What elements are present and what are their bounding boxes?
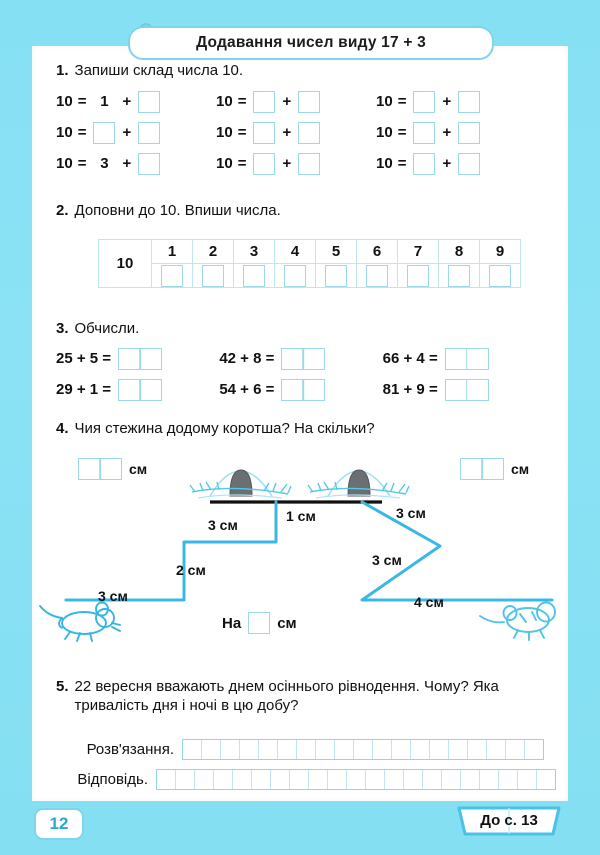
table-header-cell: 7 [398, 240, 439, 264]
calc-row [56, 374, 546, 405]
table-header-cell: 6 [357, 240, 398, 264]
grid-cell[interactable] [525, 740, 543, 759]
difference-group [222, 612, 297, 634]
plus-sign: + [442, 124, 452, 141]
answer-label: Відповідь. [77, 771, 148, 788]
grid-cell[interactable] [385, 770, 404, 789]
table-lead-cell: 10 [99, 240, 152, 288]
table-answer-cell[interactable] [193, 264, 234, 288]
grid-cell[interactable] [506, 740, 525, 759]
grid-cell[interactable] [423, 770, 442, 789]
task-1-equations [56, 86, 536, 179]
table-header-cell: 9 [480, 240, 521, 264]
equation-item [216, 122, 376, 144]
task-2-heading [56, 202, 281, 221]
task-4-text: Чия стежина додому коротша? На скільки? [74, 420, 375, 437]
grid-cell[interactable] [328, 770, 347, 789]
equation-left: 10 [216, 124, 233, 141]
page-number-badge [34, 808, 84, 840]
grid-cell[interactable] [309, 770, 328, 789]
task-1-heading [56, 62, 243, 81]
grid-cell[interactable] [518, 770, 537, 789]
right-total-unit: см [511, 461, 530, 477]
table-answer-cell[interactable] [480, 264, 521, 288]
answer-box-wide[interactable] [445, 379, 489, 401]
equation-item [56, 153, 216, 175]
answer-box[interactable] [366, 265, 388, 287]
task-3-number: 3. [56, 320, 69, 337]
page-title: Додавання чисел виду 17 + 3 [196, 34, 426, 51]
task-1-text: Запиши склад числа 10. [74, 62, 244, 79]
grid-cell[interactable] [468, 740, 487, 759]
answer-box-wide[interactable] [281, 379, 325, 401]
grid-cell[interactable] [449, 740, 468, 759]
answer-box[interactable] [243, 265, 265, 287]
task-5-number: 5. [56, 678, 69, 695]
table-answer-cell[interactable] [357, 264, 398, 288]
equals-sign: = [397, 155, 407, 172]
mouse-right-icon [480, 603, 555, 641]
grid-cell[interactable] [442, 770, 461, 789]
mouse-left-icon [40, 603, 120, 642]
answer-box[interactable] [448, 265, 470, 287]
table-header-cell: 4 [275, 240, 316, 264]
task-4-heading [56, 420, 375, 439]
equals-sign: = [397, 124, 407, 141]
task-4-number: 4. [56, 420, 69, 437]
left-path [66, 502, 276, 600]
solution-row [56, 739, 556, 760]
answer-box[interactable] [298, 122, 320, 144]
calc-row [56, 343, 546, 374]
task-1-number: 1. [56, 62, 69, 79]
equals-sign: = [237, 124, 247, 141]
grid-cell[interactable] [461, 770, 480, 789]
difference-prefix: На [222, 614, 242, 632]
table-row-answers [99, 264, 521, 288]
answer-box[interactable] [458, 153, 480, 175]
plus-sign: + [442, 93, 452, 110]
calc-item [383, 379, 546, 401]
plus-sign: + [122, 155, 132, 172]
grid-cell[interactable] [176, 770, 195, 789]
answer-box[interactable] [161, 265, 183, 287]
plus-sign: + [442, 155, 452, 172]
task-2-table [98, 239, 521, 288]
calc-item [56, 348, 219, 370]
operand-a: 1 [100, 93, 109, 110]
right-path [362, 502, 552, 600]
grid-cell[interactable] [221, 740, 240, 759]
answer-box-wide[interactable] [281, 348, 325, 370]
grid-cell[interactable] [259, 740, 278, 759]
grid-cell[interactable] [392, 740, 411, 759]
answer-box[interactable] [93, 122, 115, 144]
table-answer-cell[interactable] [316, 264, 357, 288]
answer-box[interactable] [407, 265, 429, 287]
table-header-cell: 1 [152, 240, 193, 264]
equation-left: 10 [376, 124, 393, 141]
grid-cell[interactable] [411, 740, 430, 759]
grid-cell[interactable] [537, 770, 555, 789]
task-5-text: 22 вересня вважають днем осіннього рівнодення. Чому? Яка тривалість дня і ночі в цю добу? [74, 678, 499, 714]
grid-cell[interactable] [404, 770, 423, 789]
answer-box[interactable] [253, 91, 275, 113]
table-header-cell: 8 [439, 240, 480, 264]
answer-box[interactable] [413, 91, 435, 113]
path-diagram [32, 448, 568, 663]
calc-expression: 54 + 6 = [219, 381, 275, 398]
calc-item [219, 348, 382, 370]
equals-sign: = [77, 93, 87, 110]
equation-left: 10 [376, 155, 393, 172]
task-2-number: 2. [56, 202, 69, 219]
right-path-label-3cm-lower: 3 см [372, 552, 402, 568]
grid-cell[interactable] [487, 740, 506, 759]
calc-expression: 29 + 1 = [56, 381, 112, 398]
calc-expression: 42 + 8 = [219, 350, 275, 367]
left-path-label-3cm-upper: 3 см [208, 517, 238, 533]
equation-item [216, 91, 376, 113]
grid-cell[interactable] [233, 770, 252, 789]
next-page-reference[interactable] [455, 802, 563, 838]
equation-left: 10 [56, 93, 73, 110]
answer-box[interactable] [253, 122, 275, 144]
grid-cell[interactable] [347, 770, 366, 789]
table-header-cell: 5 [316, 240, 357, 264]
answer-grid[interactable] [156, 769, 556, 790]
grid-cell[interactable] [195, 770, 214, 789]
task-5-answer-lines [56, 730, 556, 790]
plus-sign: + [282, 93, 292, 110]
equals-sign: = [77, 155, 87, 172]
grid-cell[interactable] [252, 770, 271, 789]
grid-cell[interactable] [373, 740, 392, 759]
task-3-heading [56, 320, 139, 339]
answer-box[interactable] [253, 153, 275, 175]
plus-sign: + [122, 124, 132, 141]
answer-box[interactable] [138, 122, 160, 144]
equals-sign: = [237, 93, 247, 110]
answer-box[interactable] [138, 91, 160, 113]
equation-item [56, 122, 216, 144]
grid-cell[interactable] [316, 740, 335, 759]
right-path-label-3cm-upper: 3 см [396, 505, 426, 521]
grid-cell[interactable] [278, 740, 297, 759]
table-answer-cell[interactable] [234, 264, 275, 288]
difference-unit: см [277, 614, 297, 632]
answer-box[interactable] [325, 265, 347, 287]
equation-left: 10 [56, 124, 73, 141]
equation-left: 10 [56, 155, 73, 172]
answer-box[interactable] [202, 265, 224, 287]
equals-sign: = [237, 155, 247, 172]
burrow-right-icon [308, 470, 409, 498]
answer-box-wide[interactable] [118, 379, 162, 401]
answer-box[interactable] [138, 153, 160, 175]
equation-item [376, 91, 536, 113]
grid-cell[interactable] [480, 770, 499, 789]
task-3-text: Обчисли. [74, 320, 140, 337]
calc-item [219, 379, 382, 401]
table-header-cell: 2 [193, 240, 234, 264]
grid-cell[interactable] [183, 740, 202, 759]
answer-box[interactable] [413, 153, 435, 175]
burrow-left-icon [190, 470, 291, 498]
table-answer-cell[interactable] [275, 264, 316, 288]
calc-item [56, 379, 219, 401]
grid-cell[interactable] [297, 740, 316, 759]
solution-label: Розв'язання. [86, 741, 174, 758]
grid-cell[interactable] [335, 740, 354, 759]
equation-item [376, 153, 536, 175]
grid-cell[interactable] [157, 770, 176, 789]
answer-row [56, 769, 556, 790]
answer-box-wide[interactable] [118, 348, 162, 370]
plus-sign: + [282, 155, 292, 172]
equation-item [376, 122, 536, 144]
equation-left: 10 [376, 93, 393, 110]
task-5-heading [56, 678, 556, 716]
equation-left: 10 [216, 155, 233, 172]
answer-box-wide[interactable] [445, 348, 489, 370]
page-number: 12 [49, 814, 69, 833]
left-path-label-2cm: 2 см [176, 562, 206, 578]
next-page-label: До с. 13 [480, 811, 538, 829]
equation-row [56, 117, 536, 148]
table-answer-cell[interactable] [398, 264, 439, 288]
task-3-calculations [56, 343, 546, 405]
equals-sign: = [397, 93, 407, 110]
equation-item [216, 153, 376, 175]
operand-a: 3 [100, 155, 109, 172]
task-2-text: Доповни до 10. Впиши числа. [74, 202, 281, 219]
solution-grid[interactable] [182, 739, 544, 760]
table-row-headers [99, 240, 521, 264]
equation-row [56, 148, 536, 179]
page-title-banner [128, 26, 494, 60]
calc-expression: 81 + 9 = [382, 381, 438, 398]
answer-box[interactable] [413, 122, 435, 144]
equals-sign: = [77, 124, 87, 141]
answer-box[interactable] [458, 91, 480, 113]
grid-cell[interactable] [366, 770, 385, 789]
answer-box[interactable] [284, 265, 306, 287]
table-answer-cell[interactable] [152, 264, 193, 288]
grid-cell[interactable] [430, 740, 449, 759]
grid-cell[interactable] [214, 770, 233, 789]
answer-box[interactable] [298, 153, 320, 175]
calc-expression: 66 + 4 = [382, 350, 438, 367]
left-total-unit: см [129, 461, 148, 477]
left-path-label-1cm: 1 см [286, 508, 316, 524]
equation-row [56, 86, 536, 117]
equation-item [56, 91, 216, 113]
plus-sign: + [122, 93, 132, 110]
grid-cell[interactable] [271, 770, 290, 789]
equation-left: 10 [216, 93, 233, 110]
grid-cell[interactable] [290, 770, 309, 789]
plus-sign: + [282, 124, 292, 141]
table-header-cell: 3 [234, 240, 275, 264]
answer-box[interactable] [298, 91, 320, 113]
right-path-label-4cm: 4 см [414, 594, 444, 610]
grid-cell[interactable] [240, 740, 259, 759]
difference-box[interactable] [248, 612, 270, 634]
calc-expression: 25 + 5 = [56, 350, 112, 367]
answer-box[interactable] [489, 265, 511, 287]
grid-cell[interactable] [354, 740, 373, 759]
grid-cell[interactable] [202, 740, 221, 759]
answer-box[interactable] [458, 122, 480, 144]
left-path-label-3cm-bottom: 3 см [98, 588, 128, 604]
table-answer-cell[interactable] [439, 264, 480, 288]
grid-cell[interactable] [499, 770, 518, 789]
calc-item [383, 348, 546, 370]
